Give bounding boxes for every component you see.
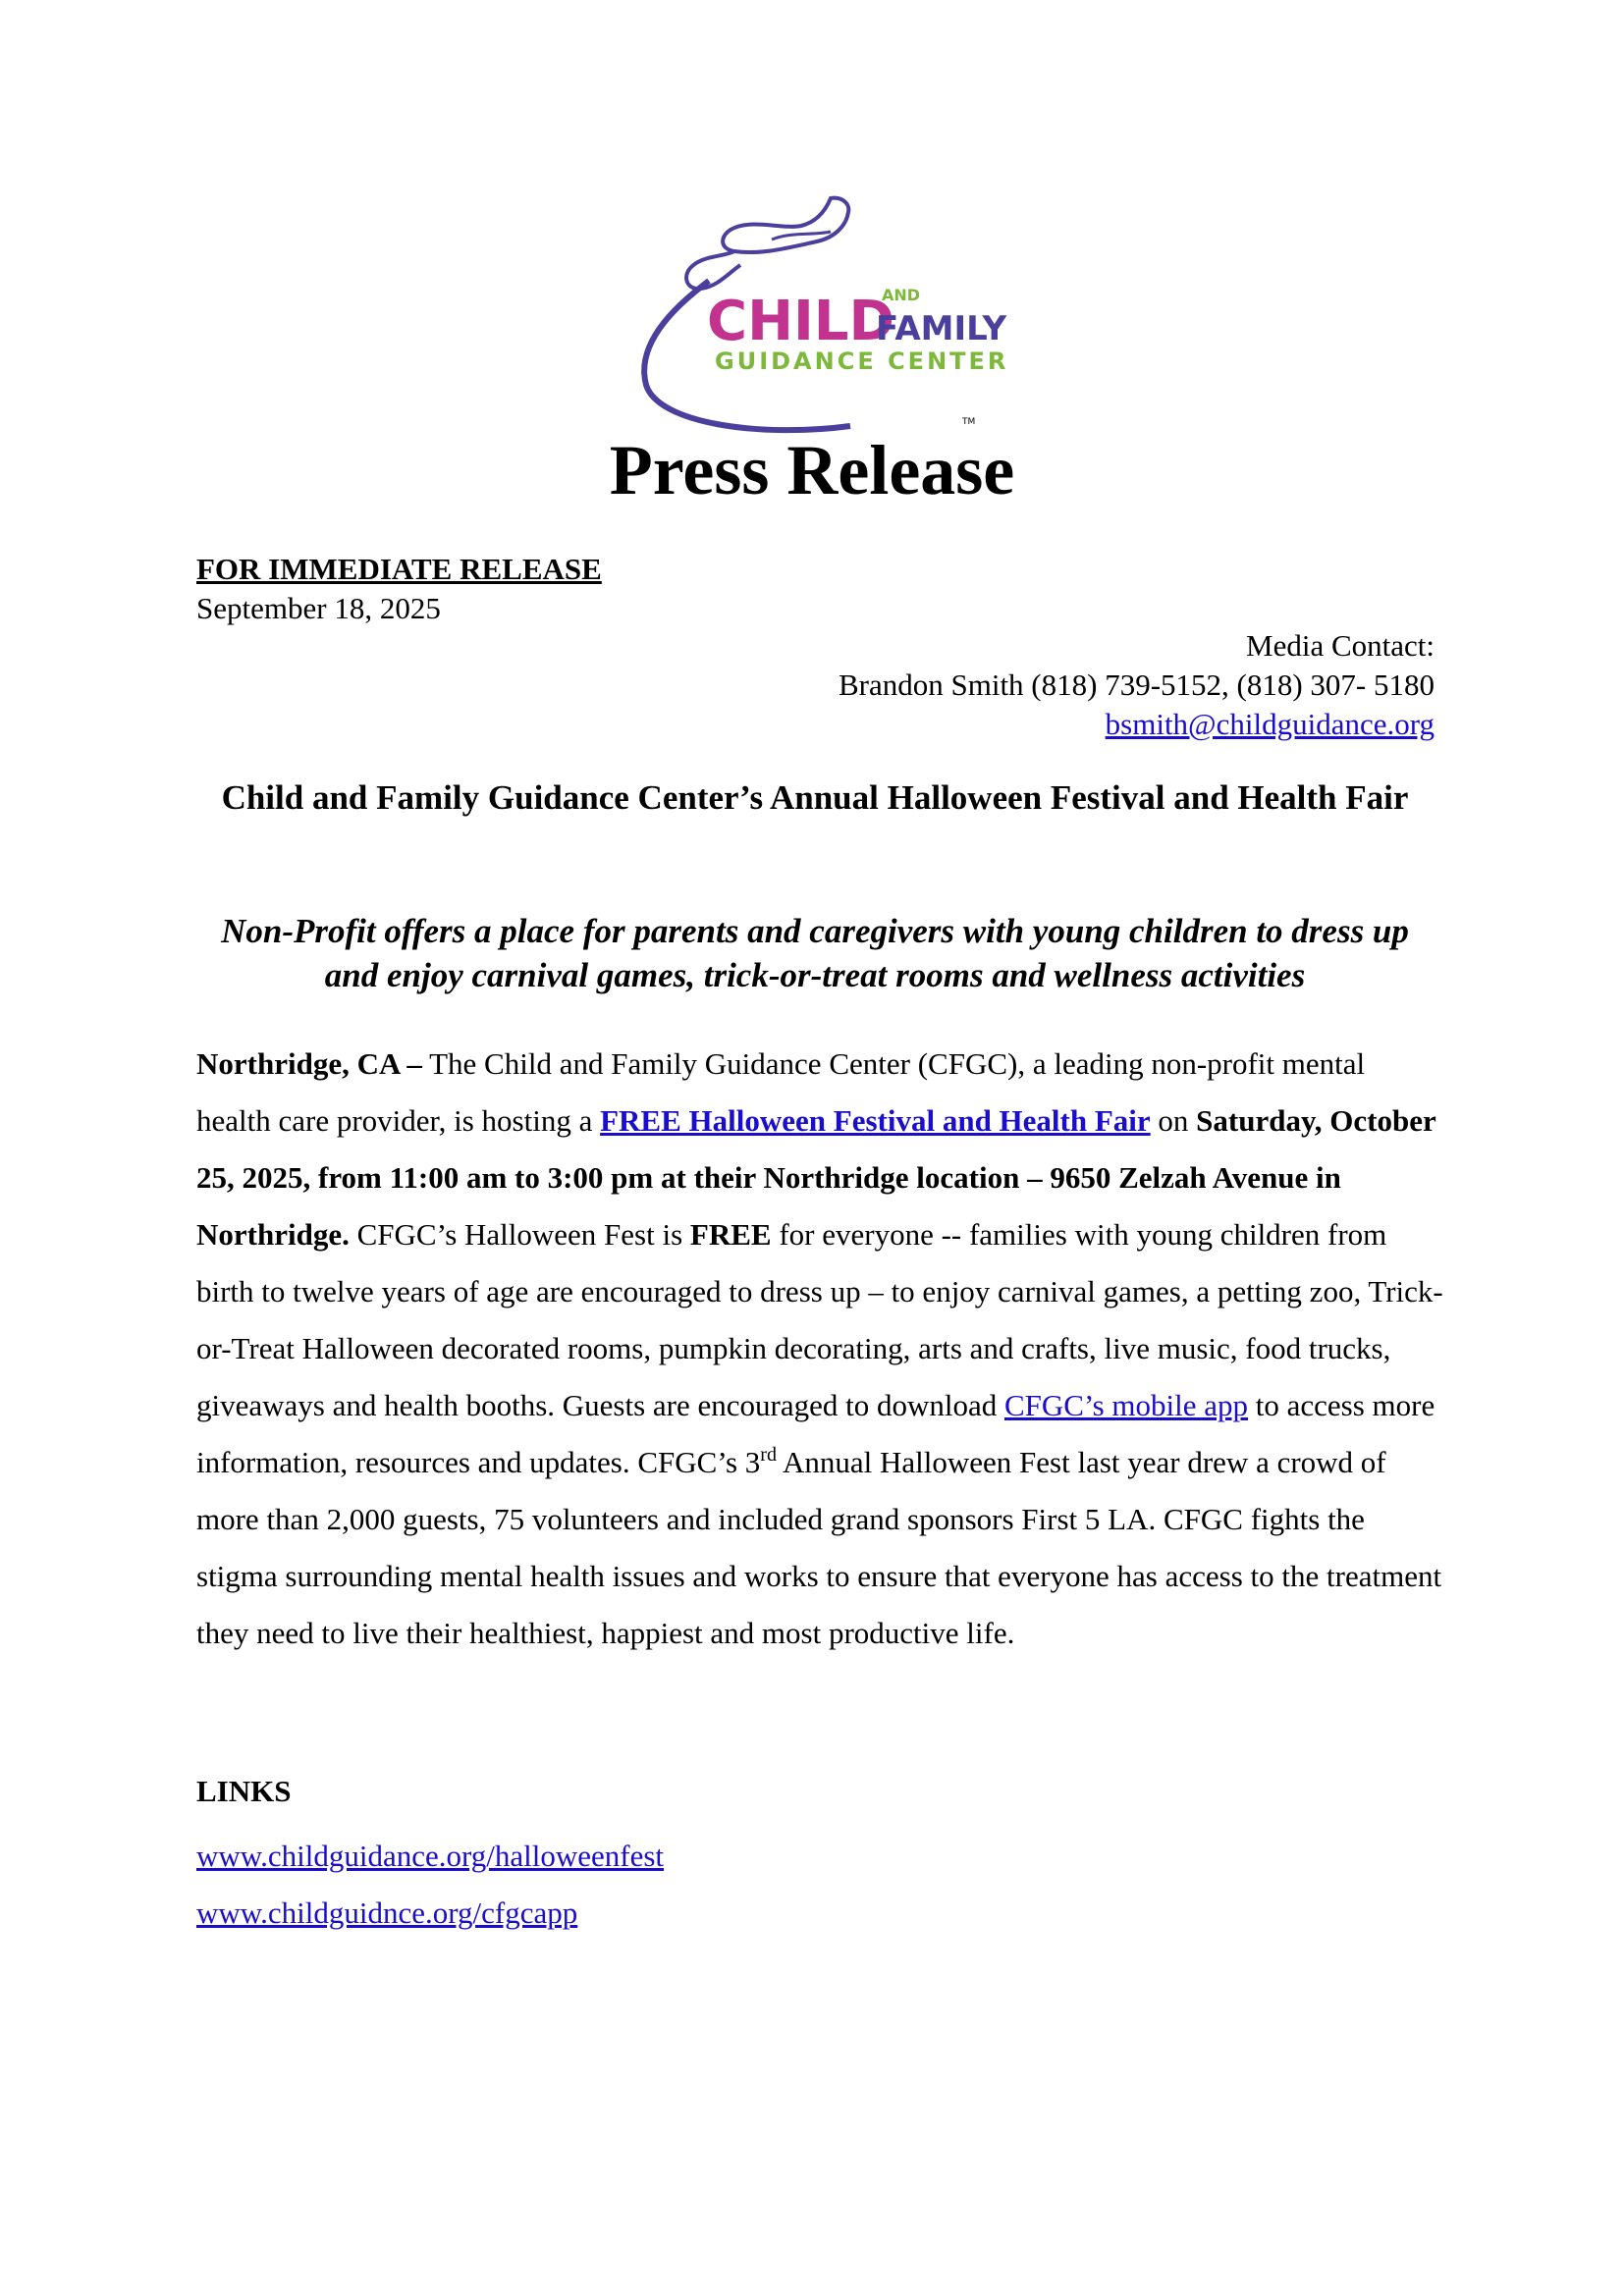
media-contact — [839, 626, 1435, 744]
press-headline: Child and Family Guidance Center’s Annual Halloween Festival and Health Fair — [221, 778, 1409, 817]
media-contact-name-phone: Brandon Smith (818) 739-5152, (818) 307- 5180 — [838, 667, 1435, 702]
event-link[interactable]: FREE Halloween Festival and Health Fair — [600, 1103, 1151, 1138]
release-date: September 18, 2025 — [196, 591, 441, 625]
event-when-where: Saturday, October 25, 2025, from 11:00 am to 3:00 pm at their Northridge location – 9650 Zelzah Avenue in Northridge. — [196, 1103, 1436, 1252]
logo-word-family: FAMILY — [876, 309, 1007, 348]
cfgc-logo — [624, 192, 1037, 438]
dateline: Northridge, CA – — [196, 1046, 422, 1081]
links-heading: LINKS — [196, 1774, 292, 1808]
logo-trademark: TM — [962, 417, 976, 427]
press-body — [196, 1036, 1443, 1662]
logo-graphic — [624, 192, 1037, 438]
body-text-1: The Child and Family Guidance Center (CFGC), a leading non-profit mental health care provider, is hosting a — [196, 1046, 1366, 1138]
links-list — [196, 1828, 664, 1942]
link-halloweenfest[interactable]: www.childguidance.org/halloweenfest — [196, 1839, 665, 1873]
logo-word-child: CHILD — [707, 290, 894, 353]
mobile-app-link[interactable]: CFGC’s mobile app — [1003, 1388, 1248, 1422]
ordinal-superscript: rd — [760, 1444, 777, 1466]
body-text-5: to access more information, resources and updates. CFGC’s 3 — [196, 1388, 1435, 1479]
release-heading: FOR IMMEDIATE RELEASE — [196, 552, 602, 586]
link-cfgcapp[interactable]: www.childguidnce.org/cfgcapp — [196, 1896, 578, 1930]
media-contact-email-link[interactable]: bsmith@childguidance.org — [1105, 707, 1435, 741]
body-text-2: on — [1150, 1103, 1197, 1138]
release-block — [196, 550, 602, 628]
page-title: Press Release — [609, 431, 1015, 509]
media-contact-label: Media Contact: — [1246, 628, 1435, 663]
free-emphasis: FREE — [689, 1217, 772, 1252]
logo-word-guidance: GUIDANCE CENTER — [715, 347, 1009, 375]
body-text-6: Annual Halloween Fest last year drew a crowd of more than 2,000 guests, 75 volunteers and included grand sponsors First 5 LA. CFGC fights the stigma surrounding mental health issues and works to ensure that everyone has access to the treatment they need to live their healthiest, happiest and most productive life. — [196, 1445, 1442, 1650]
logo-word-and: AND — [882, 286, 921, 304]
body-text-3: CFGC’s Halloween Fest is — [349, 1217, 690, 1252]
body-text-4: for everyone -- families with young children from birth to twelve years of age are encouraged to dress up – to enjoy carnival games, a petting zoo, Trick-or-Treat Halloween decorated rooms, pumpkin decorating, arts and crafts, live music, food trucks, giveaways and health booths. Guests are encouraged to download — [196, 1217, 1443, 1422]
press-subheadline: Non-Profit offers a place for parents and caregivers with young children to dress up and enjoy carnival games, trick-or-treat rooms and wellness activities — [221, 912, 1409, 994]
